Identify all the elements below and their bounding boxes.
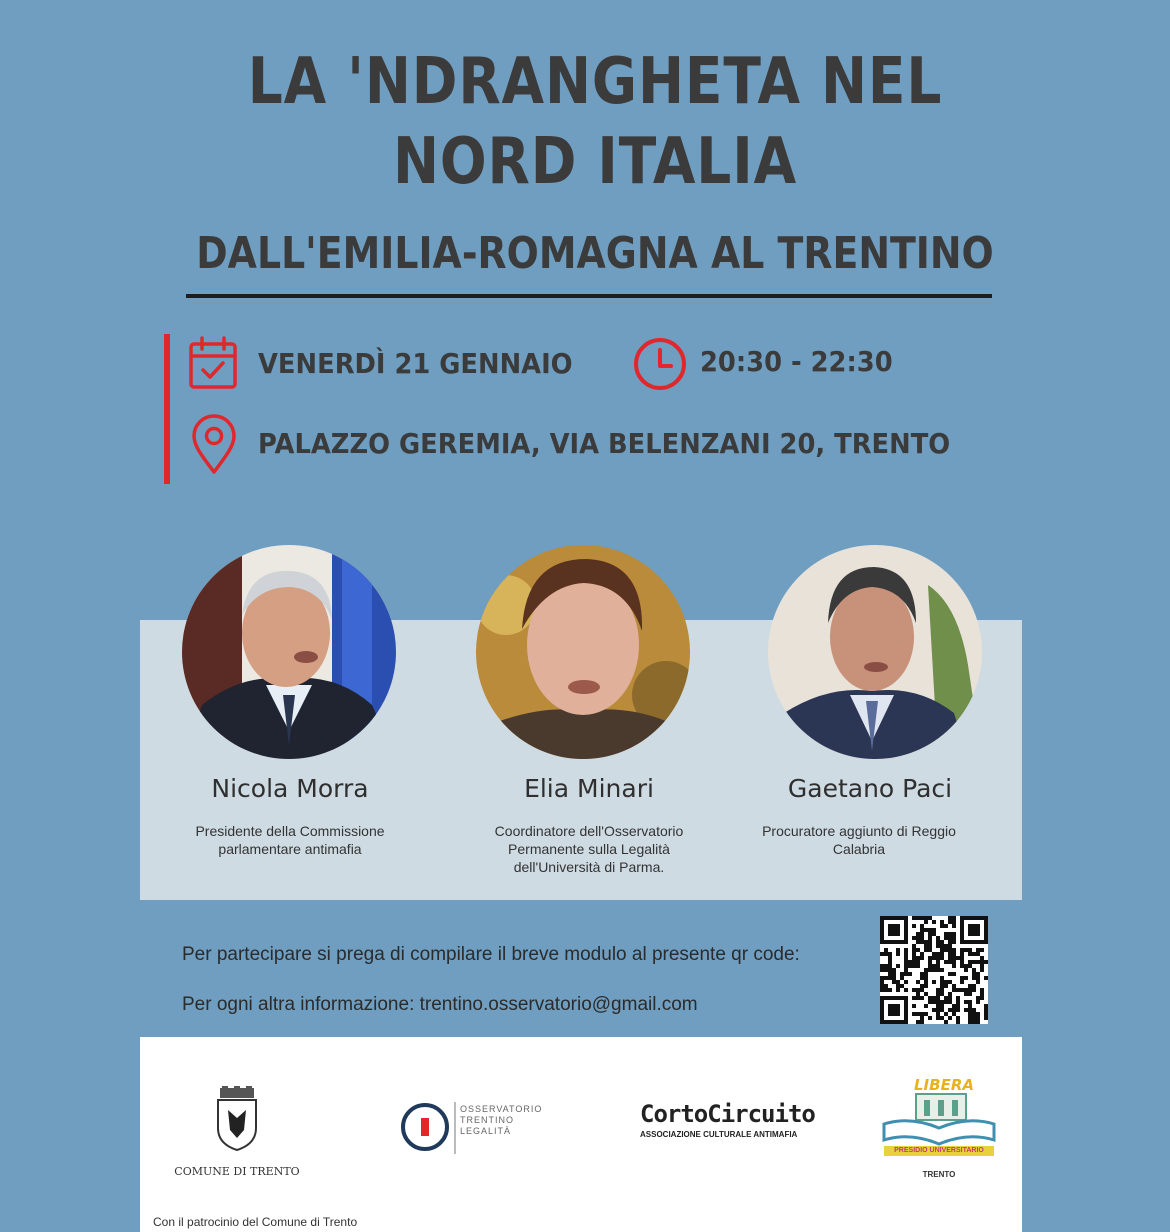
contact-email-text[interactable]: Per ogni altra informazione: trentino.osservatorio@gmail.com xyxy=(182,994,698,1015)
patronage-text: Con il patrocinio del Comune di Trento xyxy=(153,1215,358,1229)
speaker-name: Gaetano Paci xyxy=(787,774,953,803)
osservatorio-logo: OSSERVATORIO TRENTINO LEGALITÀ xyxy=(400,1100,560,1160)
open-book-icon xyxy=(880,1088,998,1152)
osservatorio-emblem-icon xyxy=(400,1100,454,1154)
comune-di-trento-logo xyxy=(172,1086,302,1181)
speaker-role: Procuratore aggiunto di Reggio Calabria xyxy=(762,823,956,857)
info-accent-bar xyxy=(164,334,170,484)
qr-code[interactable] xyxy=(880,916,988,1024)
speaker-photo-minari xyxy=(476,545,690,759)
clock-icon xyxy=(632,336,688,392)
speaker-name: Nicola Morra xyxy=(211,774,369,803)
event-time: 20:30 - 22:30 xyxy=(700,345,893,378)
title-divider xyxy=(186,294,992,298)
comune-label: COMUNE DI TRENTO xyxy=(174,1165,300,1178)
speaker-role: Presidente della Commissione parlamentare antimafia xyxy=(195,823,385,857)
event-location: PALAZZO GEREMIA, VIA BELENZANI 20, TRENTO xyxy=(258,427,951,460)
qr-instruction-text: Per partecipare si prega di compilare il breve modulo al presente qr code: xyxy=(182,944,800,965)
event-title-line2: NORD ITALIA xyxy=(392,125,798,199)
event-title-line1: LA 'NDRANGHETA NEL xyxy=(247,45,943,119)
event-subtitle: DALL'EMILIA-ROMAGNA AL TRENTINO xyxy=(196,228,994,279)
map-pin-icon xyxy=(190,414,238,476)
event-date: VENERDÌ 21 GENNAIO xyxy=(258,347,573,380)
cortocircuito-logo: CortoCircuito ASSOCIAZIONE CULTURALE ANTIMAFIA xyxy=(640,1100,815,1139)
coat-of-arms-icon xyxy=(172,1086,302,1152)
speaker-photo-morra xyxy=(182,545,396,759)
libera-presidio-logo: LIBERA PRESIDIO UNIVERSITARIO TRENTO xyxy=(880,1076,998,1186)
speaker-name: Elia Minari xyxy=(524,774,654,803)
speaker-photo-paci xyxy=(768,545,982,759)
calendar-check-icon xyxy=(188,336,238,390)
speaker-role: Coordinatore dell'Osservatorio Permanente sulla Legalità dell'Università di Parma. xyxy=(494,823,684,875)
